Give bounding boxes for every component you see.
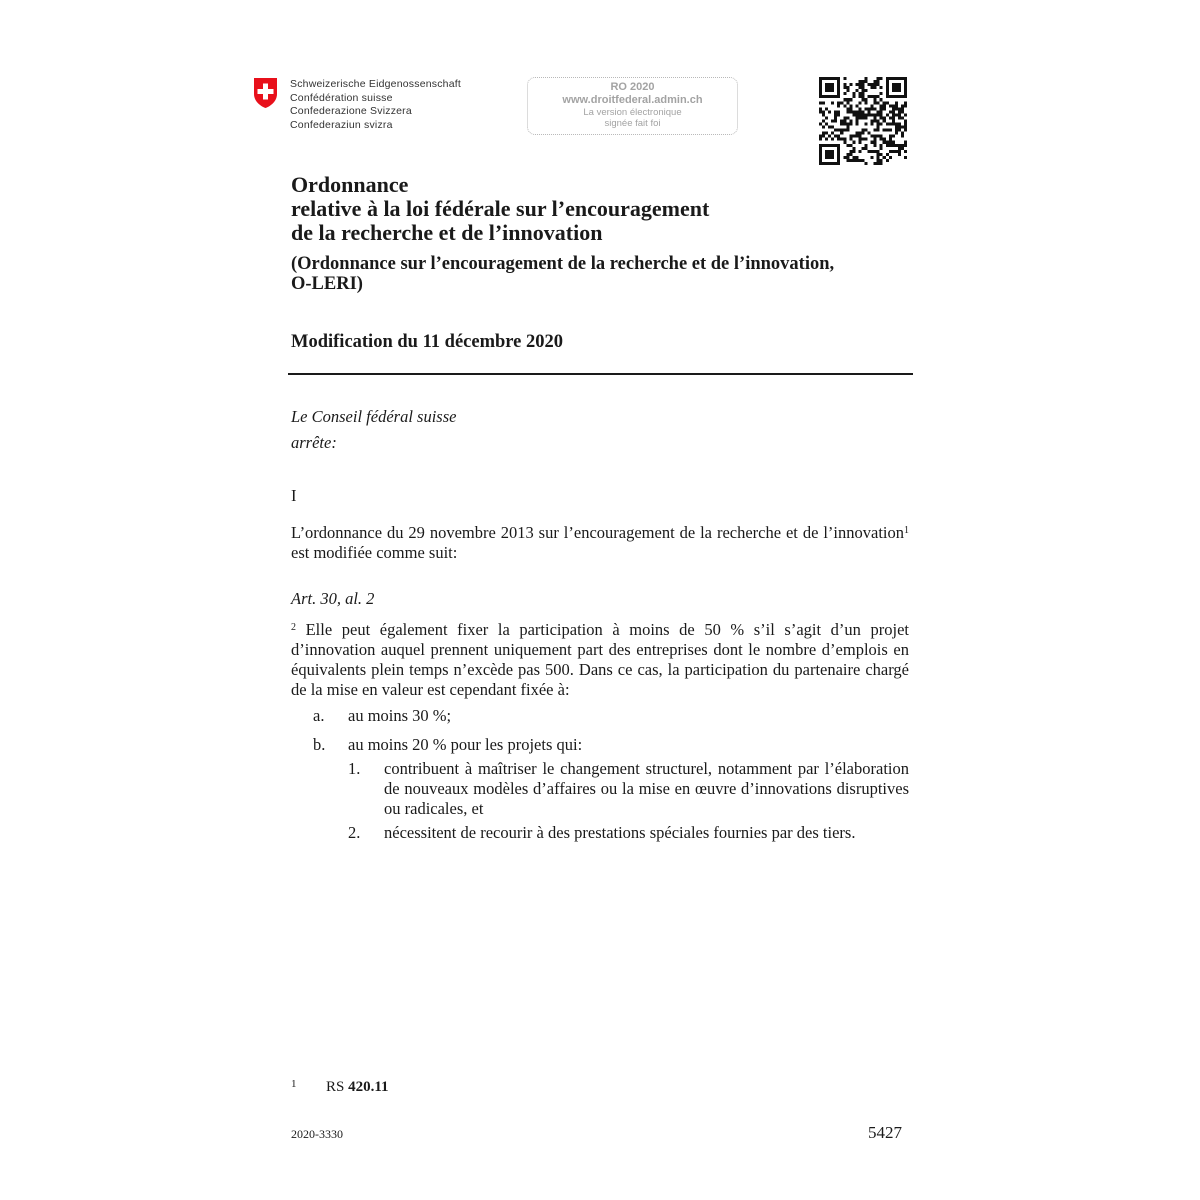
qr-code-icon [819,77,907,165]
federation-name-rm: Confederaziun svizra [290,118,393,131]
footnote-text [326,1079,389,1096]
preamble-council: Le Conseil fédéral suisse [291,407,457,426]
swiss-cross-shield-icon [252,77,279,109]
list-item-label: a. [313,706,325,725]
footnote-prefix: RS [326,1079,349,1095]
federation-names [290,78,461,132]
paragraph-number: 2 [291,622,296,633]
stamp-signed: signée fait foi [604,118,661,129]
sub-list-item-text: nécessitent de recourir à des prestations spéciales fournies par des tiers. [384,823,856,842]
preamble-decree: arrête: [291,433,337,452]
modification-date: Modification du 11 décembre 2020 [291,332,564,352]
horizontal-rule [288,373,913,375]
subtitle-line-2: O-LERI) [291,274,363,294]
paragraph-text: Elle peut également fixer la participation à moins de 50 % s’il s’agit d’un projet d’innovation auquel prennent uniquement part des entreprises dont le nombre d’emplois en équivalents plein temps n’excède pas 500. Dans ce cas, la participation du partenaire chargé de la mise en valeur est cependant fixée à: [291,620,909,699]
footnote-reference[interactable]: 420.11 [348,1079,389,1095]
subtitle-line-1: (Ordonnance sur l’encouragement de la recherche et de l’innovation, [291,254,835,274]
intro-text-end: est modifiée comme suit: [291,543,458,562]
federation-name-fr: Confédération suisse [290,91,393,104]
document-number: 2020-3330 [291,1127,343,1141]
intro-paragraph [291,521,909,563]
list-item-text: au moins 20 % pour les projets qui: [348,735,583,754]
title-line-3: de la recherche et de l’innovation [291,220,603,245]
footnote-number: 1 [291,1078,297,1090]
title-line-2: relative à la loi fédérale sur l’encouragement [291,196,710,221]
sub-list-item-text: contribuent à maîtriser le changement structurel, notamment par l’élaboration de nouveaux modèles d’affaires ou la mise en œuvre d’innovations disruptives ou radicales, et [384,759,909,818]
article-paragraph [291,618,909,700]
document-subtitle [291,254,834,294]
section-number: I [291,486,297,505]
footnote-ref[interactable]: 1 [904,525,909,536]
stamp-url[interactable]: www.droitfederal.admin.ch [562,94,703,106]
list-item-text: au moins 30 %; [348,706,452,725]
preamble [291,404,456,456]
list-item-label: b. [313,735,326,754]
stamp-version: La version électronique [583,107,682,118]
sub-list-item-label: 2. [348,823,361,842]
document-title [291,173,709,245]
title-line-1: Ordonnance [291,172,409,197]
article-heading: Art. 30, al. 2 [291,589,375,608]
federation-name-it: Confederazione Svizzera [290,105,412,117]
official-publication-stamp [527,77,738,135]
federation-name-de: Schweizerische Eidgenossenschaft [290,78,461,90]
page-number: 5427 [868,1123,902,1142]
intro-text: L’ordonnance du 29 novembre 2013 sur l’encouragement de la recherche et de l’innovation [291,523,904,542]
sub-list-item-label: 1. [348,759,361,778]
stamp-ro: RO 2020 [610,81,655,93]
